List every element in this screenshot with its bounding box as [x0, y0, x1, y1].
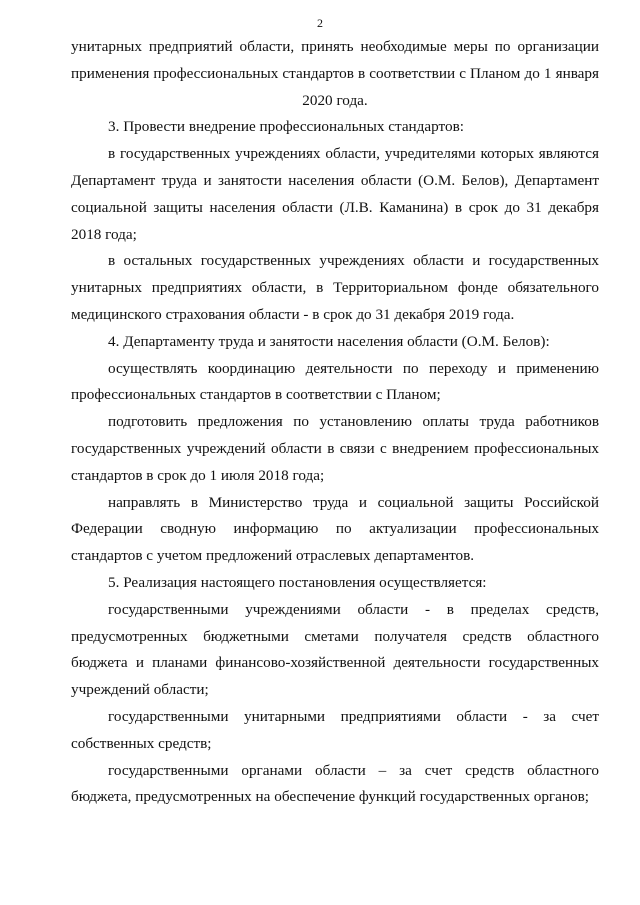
page-number: 2 — [317, 16, 323, 30]
paragraph-item-5: 5. Реализация настоящего постановления осуществляется: — [108, 573, 487, 591]
paragraph-item-4-reporting: направлять в Министерство труда и социальной защиты Российской Федерации сводную информацию по актуализации профессиональных стандартов с учетом предложений отраслевых департаментов. — [71, 493, 599, 565]
document-body — [71, 34, 599, 811]
paragraph-item-4: 4. Департаменту труда и занятости населения области (О.М. Белов): — [108, 332, 550, 350]
paragraph-item-3-state-institutions: в государственных учреждениях области, учредителями которых являются Департамент труда и занятости населения области (О.М. Белов), Департамент социальной защиты населения области (Л.В. Каманина) в срок до 31 декабря 2018 года; — [71, 145, 599, 243]
paragraph-continuation: унитарных предприятий области, принять необходимые меры по организации применения профессиональных стандартов в соответствии с Планом до 1 января — [71, 38, 599, 82]
paragraph-item-5-institutions: государственными учреждениями области - в пределах средств, предусмотренных бюджетными сметами получателя средств областного бюджета и планами финансово-хозяйственной деятельности государственных учреждений области; — [71, 600, 599, 699]
paragraph-item-3: 3. Провести внедрение профессиональных стандартов: — [108, 118, 464, 136]
paragraph-item-5-enterprises: государственными унитарными предприятиями области - за счет собственных средств; — [71, 707, 599, 752]
paragraph-item-5-authorities: государственными органами области – за счет средств областного бюджета, предусмотренных на обеспечение функций государственных органов; — [71, 761, 599, 806]
paragraph-item-4-proposals: подготовить предложения по установлению оплаты труда работников государственных учреждений области в связи с внедрением профессиональных стандартов в срок до 1 июля 2018 года; — [71, 413, 599, 484]
paragraph-item-3-other-institutions: в остальных государственных учреждениях области и государственных унитарных предприятиях области, в Территориальном фонде обязательного медицинского страхования области - в срок до 31 декабря 2019 года. — [71, 252, 599, 323]
paragraph-continuation-end: 2020 года. — [302, 91, 368, 109]
paragraph-item-4-coordination: осуществлять координацию деятельности по переходу и применению профессиональных стандартов в соответствии с Планом; — [71, 359, 599, 404]
